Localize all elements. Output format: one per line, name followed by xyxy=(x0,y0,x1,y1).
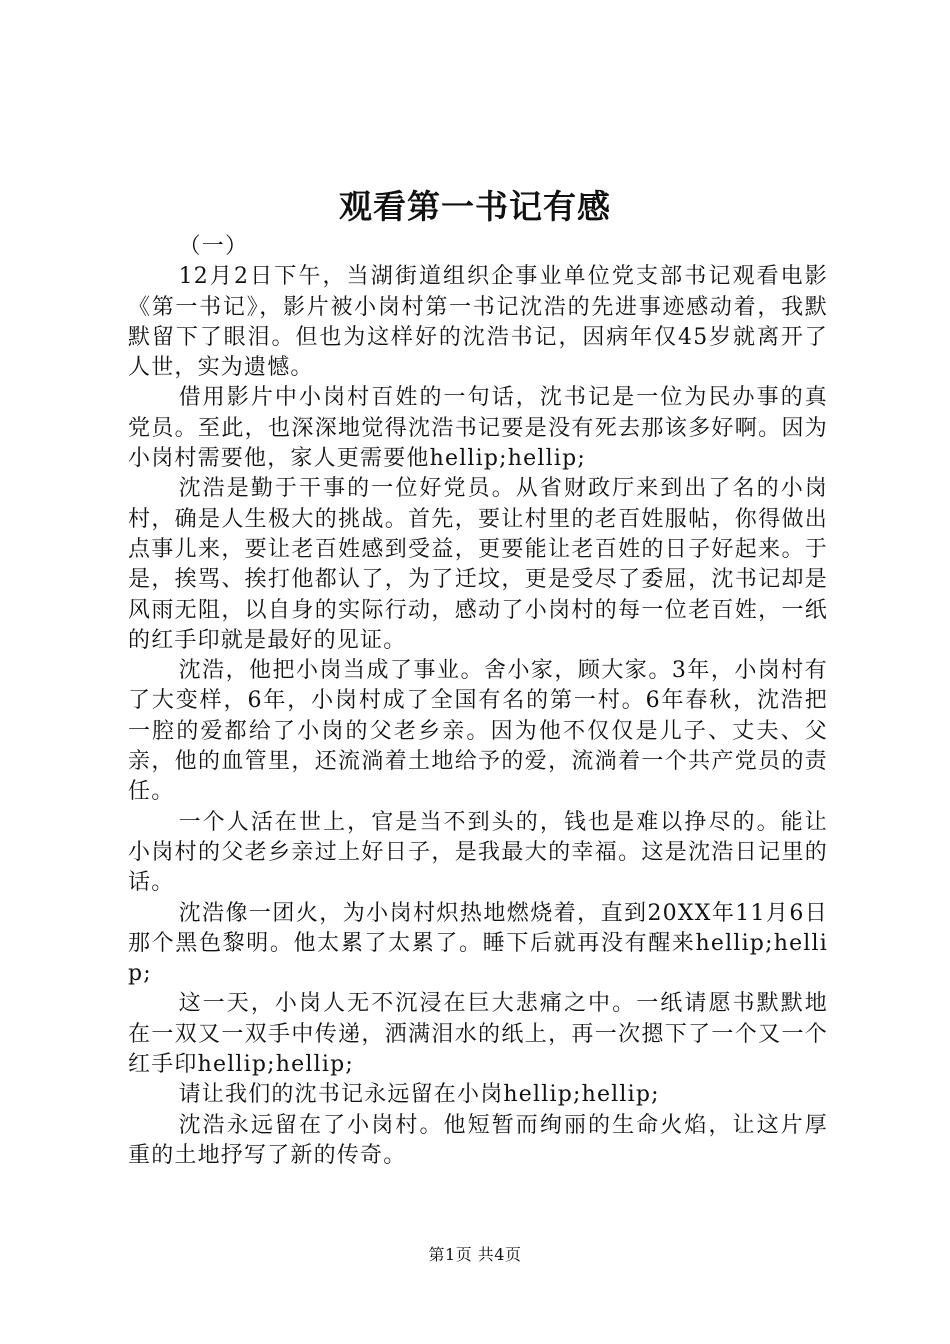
page-footer: 第1页 共4页 xyxy=(428,1245,522,1264)
paragraph: 沈浩是勤于干事的一位好党员。从省财政厅来到出了名的小岗村，确是人生极大的挑战。首先，要让村里的老百姓服帖，你得做出点事儿来，要让老百姓感到受益，更要能让老百姓的日子好起来。于是，挨骂、挨打他都认了，为了迁坟，更是受尽了委屈，沈书记却是风雨无阻，以自身的实际行动，感动了小岗村的每一位老百姓，一纸的红手印就是最好的见证。 xyxy=(128,476,828,653)
paragraph: 这一天，小岗人无不沉浸在巨大悲痛之中。一纸请愿书默默地在一双又一双手中传递，洒满泪水的纸上，再一次摁下了一个又一个红手印hellip;hellip; xyxy=(128,991,828,1078)
paragraph: 请让我们的沈书记永远留在小岗hellip;hellip; xyxy=(178,1082,660,1108)
paragraph: 沈浩，他把小岗当成了事业。舍小家，顾大家。3年，小岗村有了大变样，6年，小岗村成了全国有名的第一村。6年春秋，沈浩把一腔的爱都给了小岗的父老乡亲。因为他不仅仅是儿子、丈夫、父亲，他的血管里，还流淌着土地给予的爱，流淌着一个共产党员的责任。 xyxy=(128,658,828,805)
paragraph: 12月2日下午，当湖街道组织企事业单位党支部书记观看电影《第一书记》，影片被小岗村第一书记沈浩的先进事迹感动着，我默默留下了眼泪。但也为这样好的沈浩书记，因病年仅45岁就离开了人世，实为遗憾。 xyxy=(128,264,828,381)
paragraph: 沈浩永远留在了小岗村。他短暂而绚丽的生命火焰，让这片厚重的土地抒写了新的传奇。 xyxy=(128,1112,828,1168)
document-title: 观看第一书记有感 xyxy=(339,187,611,226)
document-body xyxy=(128,232,828,1171)
section-label: （一） xyxy=(178,234,249,259)
paragraph: 借用影片中小岗村百姓的一句话，沈书记是一位为民办事的真党员。至此，也深深地觉得沈浩书记要是没有死去那该多好啊。因为小岗村需要他，家人更需要他hellip;hellip; xyxy=(128,385,828,472)
paragraph: 沈浩像一团火，为小岗村炽热地燃烧着，直到20XX年11月6日那个黑色黎明。他太累了太累了。睡下后就再没有醒来hellip;hellip; xyxy=(128,900,828,987)
paragraph: 一个人活在世上，官是当不到头的，钱也是难以挣尽的。能让小岗村的父老乡亲过上好日子，是我最大的幸福。这是沈浩日记里的话。 xyxy=(128,809,828,896)
